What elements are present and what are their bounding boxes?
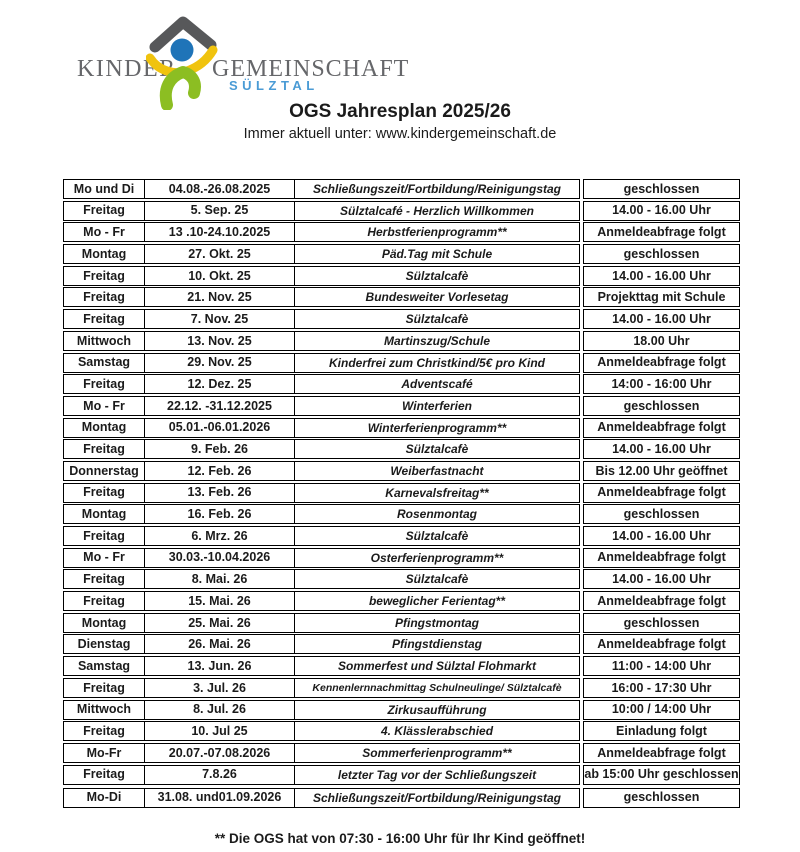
event-cell: Winterferienprogramm** [294,419,579,437]
table-row [63,656,740,676]
row-main-box [63,353,580,373]
table-row [63,374,740,394]
date-cell: 27. Okt. 25 [144,245,294,263]
row-time-box [583,700,740,720]
table-row [63,548,740,568]
row-main-box [63,721,580,741]
date-cell: 13. Feb. 26 [144,484,294,502]
time-cell: geschlossen [623,790,700,805]
table-row [63,700,740,720]
event-cell: Sommerferienprogramm** [294,744,579,762]
day-cell: Freitag [83,767,125,782]
table-row [63,678,740,698]
date-cell: 13 .10-24.10.2025 [144,223,294,241]
time-cell: geschlossen [623,246,700,261]
time-cell: geschlossen [623,181,700,196]
event-cell: Winterferien [294,397,579,415]
logo-text-kinder: KINDER [77,56,177,82]
day-cell: Mo und Di [73,181,135,196]
row-main-box [63,287,580,307]
row-time-box [583,222,740,242]
time-cell: 16:00 - 17:30 Uhr [611,680,712,695]
time-cell: ab 15:00 Uhr geschlossen [584,767,739,782]
date-cell: 12. Dez. 25 [144,375,294,393]
logo-figure-icon [146,12,220,110]
row-main-box [63,439,580,459]
logo-text-suelztal: SÜLZTAL [229,78,319,93]
row-main-box [63,678,580,698]
table-row [63,504,740,524]
day-cell: Freitag [83,572,125,587]
day-cell: Donnerstag [69,463,139,478]
event-cell: Pfingstmontag [294,614,579,632]
table-row [63,765,740,785]
day-cell: Freitag [83,442,125,456]
day-cell: Freitag [83,485,125,500]
row-time-box [583,353,740,373]
day-cell: Montag [81,507,127,522]
table-row [63,179,740,199]
date-cell: 22.12. -31.12.2025 [144,397,294,415]
table-row [63,483,740,503]
day-cell: Mo-Di [86,790,122,805]
time-cell: geschlossen [623,507,700,522]
table-row [63,461,740,481]
row-time-box [583,569,740,589]
event-cell: Osterferienprogramm** [294,549,579,567]
row-time-box [583,613,740,633]
day-cell: Freitag [83,528,125,543]
table-row [63,788,740,808]
row-main-box [63,374,580,394]
row-main-box [63,526,580,546]
row-time-box [583,396,740,416]
day-cell: Freitag [83,290,125,305]
time-cell: Einladung folgt [616,723,707,738]
time-cell: Projekttag mit Schule [597,290,726,305]
event-cell: Sülztalcafè [294,267,579,285]
time-cell: Anmeldeabfrage folgt [597,485,726,500]
table-row [63,222,740,242]
event-cell: Päd.Tag mit Schule [294,245,579,263]
time-cell: Anmeldeabfrage folgt [597,593,726,608]
day-cell: Mo-Fr [86,745,122,760]
table-row [63,309,740,329]
time-cell: 10:00 / 14:00 Uhr [611,702,712,717]
row-main-box [63,569,580,589]
date-cell: 8. Mai. 26 [144,570,294,588]
time-cell: 11:00 - 14:00 Uhr [611,658,712,673]
row-time-box [583,765,740,785]
day-cell: Samstag [77,658,131,673]
event-cell: Weiberfastnacht [294,462,579,480]
day-cell: Freitag [83,311,125,326]
time-cell: 14.00 - 16.00 Uhr [612,442,711,456]
day-cell: Montag [81,420,127,435]
row-main-box [63,396,580,416]
day-cell: Freitag [83,593,125,608]
row-time-box [583,526,740,546]
row-time-box [583,721,740,741]
row-time-box [583,743,740,763]
date-cell: 5. Sep. 25 [144,202,294,220]
date-cell: 10. Okt. 25 [144,267,294,285]
time-cell: Anmeldeabfrage folgt [597,745,726,760]
row-main-box [63,483,580,503]
day-cell: Mo - Fr [83,225,125,240]
date-cell: 25. Mai. 26 [144,614,294,632]
table-row [63,287,740,307]
row-main-box [63,656,580,676]
table-row [63,439,740,459]
time-cell: geschlossen [623,398,700,413]
row-main-box [63,179,580,199]
row-time-box [583,418,740,438]
table-row [63,353,740,373]
table-row [63,743,740,763]
row-main-box [63,700,580,720]
page-title: OGS Jahresplan 2025/26 [289,101,511,122]
day-cell: Freitag [83,268,125,283]
date-cell: 04.08.-26.08.2025 [144,180,294,198]
row-time-box [583,548,740,568]
event-cell: Rosenmontag [294,505,579,523]
day-cell: Freitag [83,376,125,391]
table-row [63,331,740,351]
time-cell: 14.00 - 16.00 Uhr [612,572,711,587]
event-cell: Schließungszeit/Fortbildung/Reinigungstag [294,180,579,198]
day-cell: Mittwoch [76,702,132,717]
row-time-box [583,461,740,481]
table-row [63,526,740,546]
date-cell: 8. Jul. 26 [144,701,294,719]
table-row [63,266,740,286]
date-cell: 30.03.-10.04.2026 [144,549,294,567]
row-time-box [583,483,740,503]
footnote: ** Die OGS hat von 07:30 - 16:00 Uhr für Ihr Kind geöffnet! [214,831,586,846]
day-cell: Samstag [77,355,131,370]
row-time-box [583,788,740,808]
row-time-box [583,309,740,329]
event-cell: Zirkusaufführung [294,701,579,719]
row-time-box [583,656,740,676]
row-time-box [583,266,740,286]
date-cell: 10. Jul 25 [144,722,294,740]
date-cell: 15. Mai. 26 [144,592,294,610]
time-cell: Bis 12.00 Uhr geöffnet [595,463,728,478]
time-cell: Anmeldeabfrage folgt [597,355,726,370]
date-cell: 26. Mai. 26 [144,635,294,653]
day-cell: Montag [81,615,127,630]
row-main-box [63,743,580,763]
time-cell: 14:00 - 16:00 Uhr [611,376,712,391]
event-cell: Sülztalcafè [294,570,579,588]
event-cell: Sülztalcafè [294,440,579,458]
date-cell: 20.07.-07.08.2026 [144,744,294,762]
time-cell: geschlossen [623,615,700,630]
event-cell: Bundesweiter Vorlesetag [294,288,579,306]
day-cell: Mo - Fr [83,398,125,413]
row-time-box [583,374,740,394]
time-cell: 14.00 - 16.00 Uhr [612,528,711,543]
row-main-box [63,634,580,654]
event-cell: Martinszug/Schule [294,332,579,350]
row-main-box [63,591,580,611]
date-cell: 13. Nov. 25 [144,332,294,350]
page-subtitle: Immer aktuell unter: www.kindergemeinschaft.de [243,126,557,142]
date-cell: 05.01.-06.01.2026 [144,419,294,437]
day-cell: Freitag [83,723,125,738]
time-cell: 18.00 Uhr [633,333,690,348]
row-time-box [583,678,740,698]
row-main-box [63,613,580,633]
date-cell: 21. Nov. 25 [144,288,294,306]
table-row [63,721,740,741]
event-cell: Kennenlernnachmittag Schulneulinge/ Sülztalcafè [294,679,579,697]
row-main-box [63,504,580,524]
row-main-box [63,201,580,221]
row-main-box [63,309,580,329]
row-time-box [583,179,740,199]
date-cell: 29. Nov. 25 [144,354,294,372]
row-main-box [63,331,580,351]
row-time-box [583,287,740,307]
row-main-box [63,244,580,264]
row-main-box [63,765,580,785]
row-time-box [583,331,740,351]
table-row [63,613,740,633]
table-row [63,201,740,221]
date-cell: 6. Mrz. 26 [144,527,294,545]
date-cell: 12. Feb. 26 [144,462,294,480]
event-cell: Herbstferienprogramm** [294,223,579,241]
time-cell: Anmeldeabfrage folgt [597,550,726,565]
table-row [63,634,740,654]
event-cell: Karnevalsfreitag** [294,484,579,502]
table-row [63,396,740,416]
event-cell: Schließungszeit/Fortbildung/Reinigungstag [294,789,579,807]
date-cell: 13. Jun. 26 [144,657,294,675]
date-cell: 31.08. und01.09.2026 [144,789,294,807]
row-time-box [583,634,740,654]
row-main-box [63,266,580,286]
row-time-box [583,201,740,221]
row-time-box [583,439,740,459]
day-cell: Montag [81,246,127,261]
row-main-box [63,418,580,438]
event-cell: 4. Klässlerabschied [294,722,579,740]
event-cell: Pfingstdienstag [294,635,579,653]
time-cell: 14.00 - 16.00 Uhr [612,203,711,218]
event-cell: Adventscafé [294,375,579,393]
date-cell: 3. Jul. 26 [144,679,294,697]
logo-text-gemeinschaft: GEMEINSCHAFT [212,56,410,82]
event-cell: Kinderfrei zum Christkind/5€ pro Kind [294,354,579,372]
event-cell: Sommerfest und Sülztal Flohmarkt [294,657,579,675]
row-main-box [63,222,580,242]
table-row [63,244,740,264]
day-cell: Dienstag [77,637,131,652]
day-cell: Mittwoch [76,333,132,348]
row-main-box [63,548,580,568]
event-cell: Sülztalcafè [294,527,579,545]
time-cell: Anmeldeabfrage folgt [597,637,726,652]
row-time-box [583,244,740,264]
table-row [63,569,740,589]
event-cell: Sülztalcafé - Herzlich Willkommen [294,202,579,220]
row-main-box [63,461,580,481]
date-cell: 9. Feb. 26 [144,440,294,458]
event-cell: Sülztalcafè [294,310,579,328]
row-main-box [63,788,580,808]
date-cell: 7. Nov. 25 [144,310,294,328]
time-cell: Anmeldeabfrage folgt [597,420,726,435]
time-cell: Anmeldeabfrage folgt [597,225,726,240]
table-row [63,591,740,611]
logo [0,0,800,112]
time-cell: 14.00 - 16.00 Uhr [612,311,711,326]
time-cell: 14.00 - 16.00 Uhr [612,268,711,283]
row-time-box [583,591,740,611]
event-cell: beweglicher Ferientag** [294,592,579,610]
schedule-table [63,179,740,809]
event-cell: letzter Tag vor der Schließungszeit [294,766,579,784]
day-cell: Freitag [83,680,125,695]
day-cell: Mo - Fr [83,550,125,565]
table-row [63,418,740,438]
day-cell: Freitag [83,203,125,218]
date-cell: 16. Feb. 26 [144,505,294,523]
row-time-box [583,504,740,524]
date-cell: 7.8.26 [144,766,294,784]
